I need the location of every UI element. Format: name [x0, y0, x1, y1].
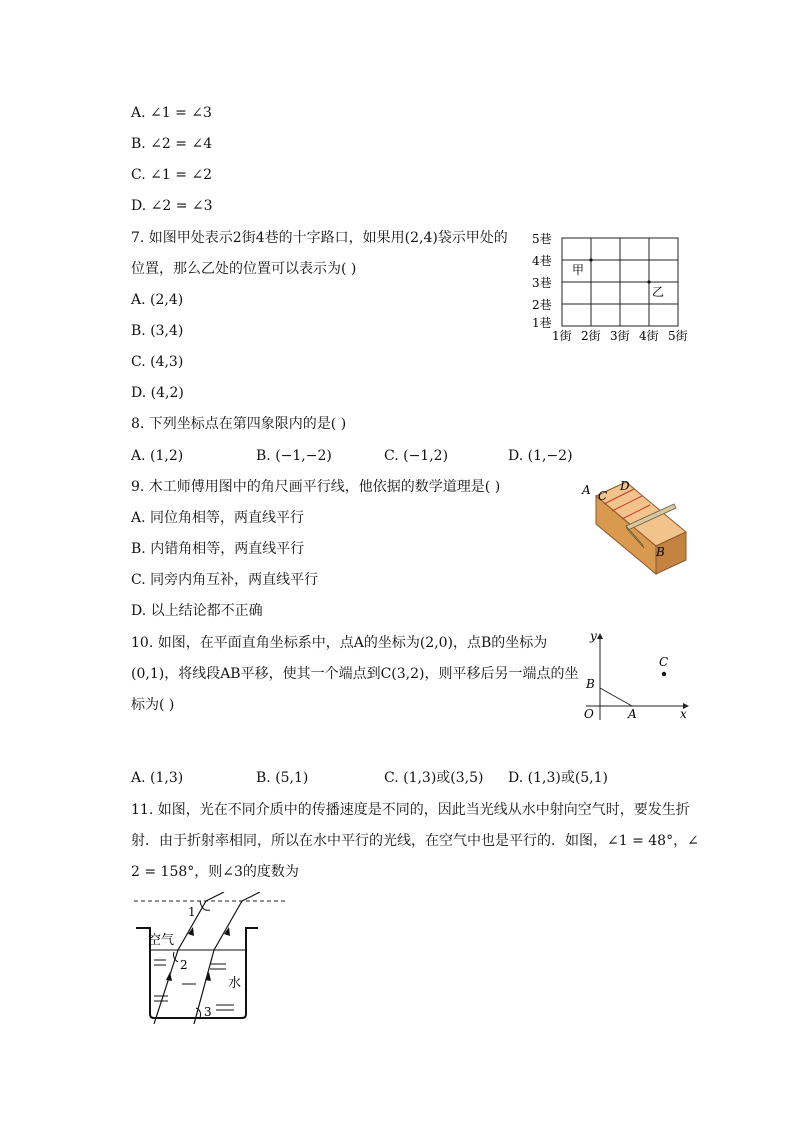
col-label-2: 2街 [581, 329, 601, 343]
q6-option-d: D. ∠2 = ∠3 [131, 198, 213, 214]
carpenter-square-figure [578, 474, 700, 578]
q7-stem-line1: 7. 如图甲处表示2街4巷的十字路口，如果用(2,4)袋示甲处的 [131, 230, 508, 246]
col-label-5: 5街 [668, 329, 688, 343]
label-a: A [582, 483, 591, 497]
q7-option-c: C. (4,3) [131, 354, 184, 370]
q7-option-a: A. (2,4) [131, 292, 184, 308]
row-label-4: 4巷 [532, 254, 552, 268]
angle-3-label: 3 [204, 1005, 212, 1019]
point-a-label: A [628, 707, 637, 721]
q9-option-b: B. 内错角相等，两直线平行 [131, 541, 305, 557]
row-label-2: 2巷 [532, 298, 552, 312]
q6-option-b: B. ∠2 = ∠4 [131, 136, 213, 152]
label-c: C [598, 489, 608, 503]
origin-label: O [584, 707, 594, 721]
q9-option-d: D. 以上结论都不正确 [131, 603, 263, 619]
point-b-label: B [586, 677, 595, 691]
q11-stem-line2: 射．由于折射率相同，所以在水中平行的光线，在空气中也是平行的．如图，∠1 = 48°，∠ [131, 833, 699, 849]
q7-option-b: B. (3,4) [131, 323, 184, 339]
mark-yi: 乙 [652, 285, 665, 299]
mark-jia: 甲 [572, 263, 585, 277]
col-label-1: 1街 [552, 329, 572, 343]
angle-2-label: 2 [180, 958, 188, 972]
q10-option-d: D. (1,3)或(5,1) [508, 770, 609, 786]
street-grid-figure [530, 228, 700, 348]
q11-stem-line1: 11. 如图，光在不同介质中的传播速度是不同的，因此当光线从水中射向空气时，要发生折 [131, 802, 690, 818]
q8-option-c: C. (−1,2) [384, 448, 449, 464]
q10-stem-line1: 10. 如图，在平面直角坐标系中，点A的坐标为(2,0)，点B的坐标为 [131, 635, 548, 651]
label-d: D [620, 479, 630, 493]
q6-option-a: A. ∠1 = ∠3 [131, 105, 212, 121]
label-b: B [656, 545, 665, 559]
q9-option-a: A. 同位角相等，两直线平行 [131, 510, 305, 526]
axis-label-x: x [680, 707, 687, 721]
row-label-1: 1巷 [532, 316, 552, 330]
q7-option-d: D. (4,2) [131, 385, 184, 401]
axis-label-y: y [590, 629, 597, 643]
q10-stem-line3: 标为( ) [131, 697, 175, 713]
air-label: 空气 [148, 933, 175, 948]
coordinate-plane-figure [580, 628, 695, 724]
col-label-4: 4街 [639, 329, 659, 343]
point-c-label: C [659, 655, 669, 669]
q10-option-b: B. (5,1) [256, 770, 309, 786]
q9-stem: 9. 木工师傅用图中的角尺画平行线，他依据的数学道理是( ) [131, 479, 501, 495]
q10-stem-line2: (0,1)，将线段AB平移，使其一个端点到C(3,2)，则平移后另一端点的坐 [131, 666, 579, 682]
q11-stem-line3: 2 = 158°，则∠3的度数为 [131, 864, 299, 880]
water-label: 水 [228, 976, 242, 991]
angle-1-label: 1 [188, 905, 196, 919]
light-refraction-figure [130, 892, 295, 1024]
q8-option-d: D. (1,−2) [508, 448, 573, 464]
q6-option-c: C. ∠1 = ∠2 [131, 167, 213, 183]
q10-option-c: C. (1,3)或(3,5) [384, 770, 484, 786]
col-label-3: 3街 [610, 329, 630, 343]
q7-stem-line2: 位置，那么乙处的位置可以表示为( ) [131, 261, 357, 277]
q10-option-a: A. (1,3) [131, 770, 184, 786]
q9-option-c: C. 同旁内角互补，两直线平行 [131, 572, 319, 588]
row-label-5: 5巷 [532, 232, 552, 246]
q8-option-b: B. (−1,−2) [256, 448, 332, 464]
row-label-3: 3巷 [532, 276, 552, 290]
q8-stem: 8. 下列坐标点在第四象限内的是( ) [131, 416, 347, 432]
q8-option-a: A. (1,2) [131, 448, 184, 464]
